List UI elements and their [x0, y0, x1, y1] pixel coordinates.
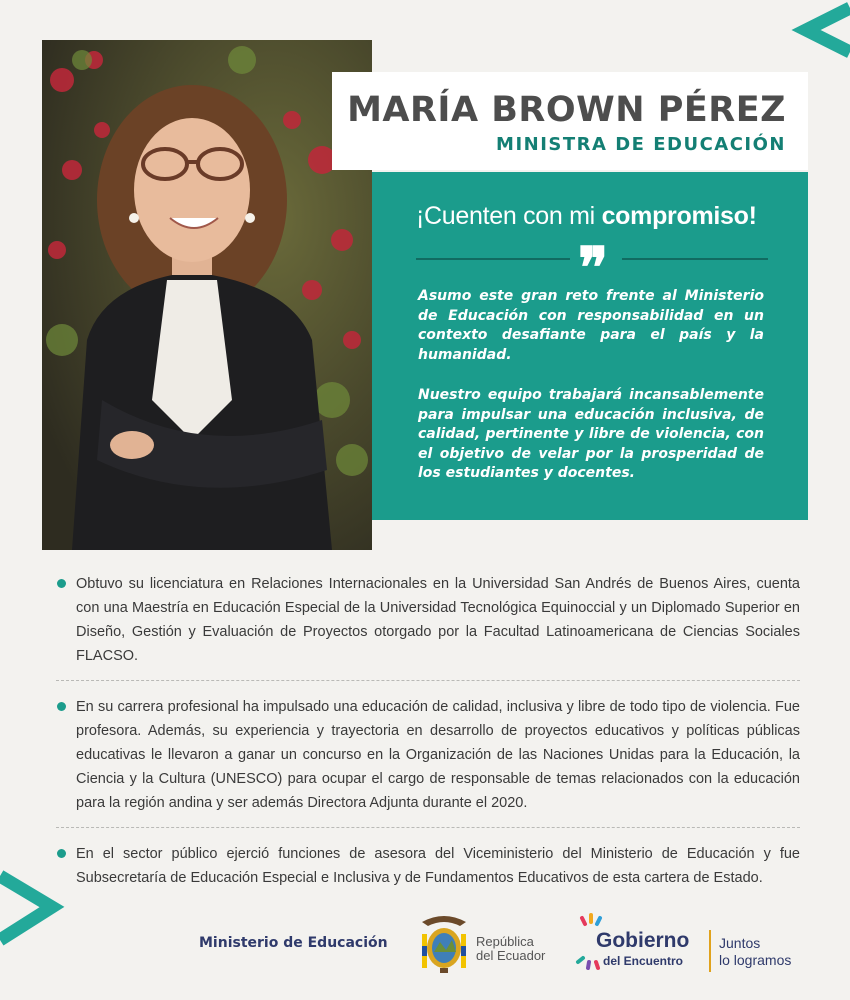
- republic-line-1: República: [476, 934, 534, 949]
- gobierno-subtitle: del Encuentro: [603, 954, 684, 968]
- republic-line-2: del Ecuador: [476, 948, 546, 963]
- bio-text: En su carrera profesional ha impulsado una educación de calidad, inclusiva y libre de todo tipo de violencia. Fue profesora. Además, su experiencia y trayectoria en desarrollo de proyectos educativos y políticas públicas educativas le llevaron a ganar un concurso en la Organización de las Naciones Unidas para la Educación, la Ciencia y la Cultura (UNESCO) para ocupar el cargo de responsable de temas relacionados con la educación para la región andina y ser además Directora Adjunta durante el 2020.: [76, 699, 800, 811]
- quote-paragraph-1: Asumo este gran reto frente al Ministerio de Educación con responsabilidad en un contexto desafiante para el país y la humanidad.: [418, 288, 764, 363]
- slogan-line-1: Juntos: [719, 935, 761, 951]
- bio-text: En el sector público ejerció funciones de asesora del Viceministerio del Ministerio de Educación y fue Subsecretaría de Educación Especial e Inclusiva y de Fundamentos Educativos de esta cartera de Estado.: [76, 846, 800, 886]
- headline-emphasis: compromiso!: [601, 202, 757, 230]
- quote-divider-left: [416, 258, 570, 260]
- quote-divider-right: [622, 258, 768, 260]
- bio-text: Obtuvo su licenciatura en Relaciones Internacionales en la Universidad San Andrés de Buenos Aires, cuenta con una Maestría en Educación Especial de la Universidad Tecnológica Equinoccial y un Diplomado Superior en Diseño, Gestión y Evaluación de Proyectos otorgado por la Facultad Latinoamericana de Ciencias Sociales FLACSO.: [76, 576, 800, 664]
- minister-name: MARÍA BROWN PÉREZ: [347, 90, 786, 130]
- slogan-line-2: lo logramos: [719, 952, 792, 968]
- bullet-icon: [57, 702, 66, 711]
- quote-panel: [372, 172, 808, 520]
- ministry-label: Ministerio de Educación: [199, 935, 388, 951]
- quote-paragraph-2: Nuestro equipo trabajará incansablemente para impulsar una educación inclusiva, de calidad, pertinente y libre de violencia, con el objetivo de velar por la prosperidad de los estudiantes y docentes.: [418, 387, 764, 481]
- bullet-icon: [57, 849, 66, 858]
- footer-separator: [709, 930, 711, 972]
- headline-prefix: ¡Cuenten con mi: [416, 202, 602, 230]
- biography-list: [56, 572, 800, 890]
- minister-portrait: [42, 40, 372, 550]
- minister-role: MINISTRA DE EDUCACIÓN: [496, 134, 786, 155]
- dashed-divider: [56, 827, 800, 828]
- coat-of-arms-icon: [416, 912, 472, 974]
- bio-item-education: [56, 572, 800, 668]
- chevron-decoration-top-right: [786, 0, 850, 60]
- republic-label: [476, 935, 545, 963]
- bio-item-career: [56, 695, 800, 815]
- slogan: [719, 935, 791, 969]
- gobierno-title: Gobierno: [596, 929, 690, 952]
- quote-mark-icon: ❞: [578, 235, 609, 301]
- bio-item-public-sector: [56, 842, 800, 890]
- quote-headline: [416, 202, 757, 231]
- bullet-icon: [57, 579, 66, 588]
- name-card: [332, 72, 808, 170]
- dashed-divider: [56, 680, 800, 681]
